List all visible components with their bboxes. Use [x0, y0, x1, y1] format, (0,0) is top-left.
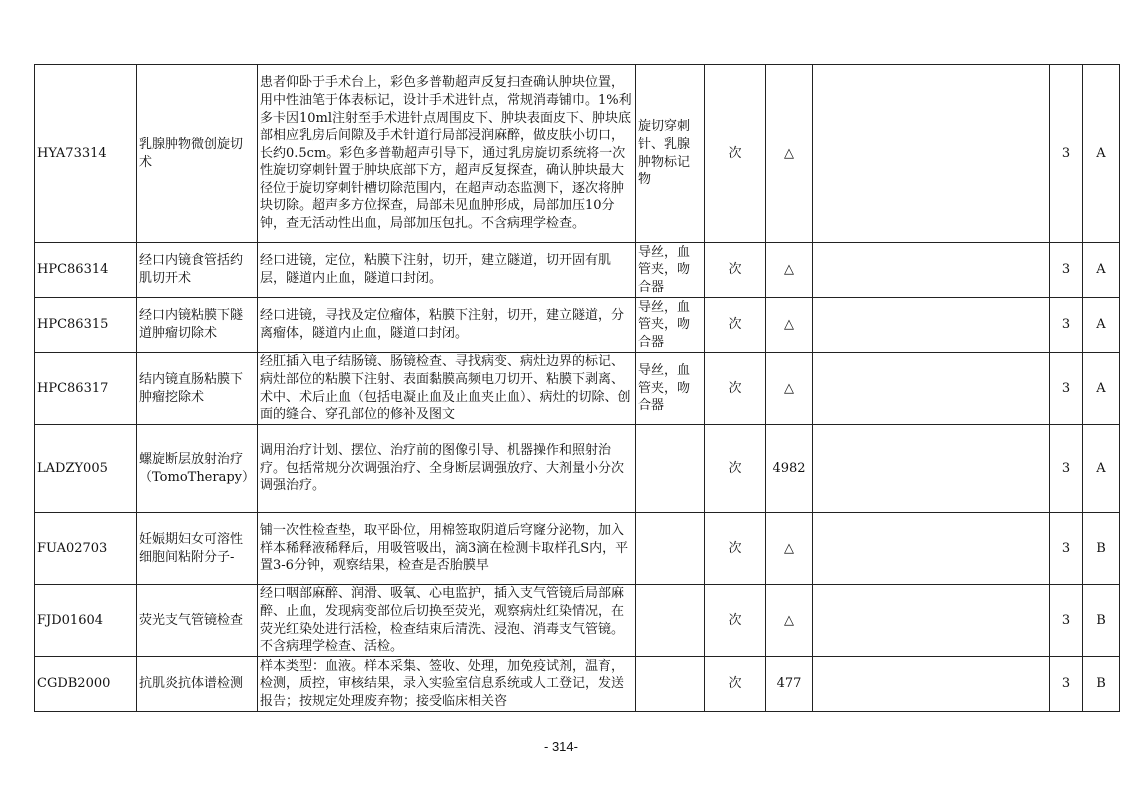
- item-unit: [705, 353, 766, 425]
- item-code: [35, 298, 137, 353]
- item-note: [813, 65, 1050, 243]
- item-code-text: HPC86317: [37, 380, 109, 396]
- item-class: [1083, 585, 1120, 657]
- item-materials: [636, 243, 705, 298]
- item-name-text: 妊娠期妇女可溶性细胞间粘附分子-: [139, 531, 244, 565]
- item-price: [766, 585, 813, 657]
- item-content-text: 样本类型：血液。样本采集、签收、处理，加免疫试剂，温育，检测，质控，审核结果，录入实验室信息系统或人工登记，发送报告；按规定处理废弃物；接受临床相关咨: [260, 658, 625, 709]
- item-level-text: 3: [1061, 317, 1071, 333]
- table-row: [35, 243, 1120, 298]
- item-code: [35, 425, 137, 513]
- item-code: [35, 353, 137, 425]
- item-name-text: 螺旋断层放射治疗（TomoTherapy）: [139, 451, 255, 485]
- item-class-text: B: [1096, 540, 1106, 556]
- item-price: [766, 657, 813, 712]
- item-note: [813, 353, 1050, 425]
- item-content-text: 经肛插入电子结肠镜、肠镜检查、寻找病变、病灶边界的标记、病灶部位的粘膜下注射、表面黏膜高频电刀切开、粘膜下剥离、术中、术后止血（包括电凝止血及止血夹止血）、病灶的切除、创面的缝合、穿孔部位的修补及图文: [260, 354, 631, 423]
- item-class-text: B: [1096, 612, 1106, 628]
- item-name-text: 抗肌炎抗体谱检测: [139, 676, 244, 692]
- item-unit: [705, 657, 766, 712]
- item-unit-text: 次: [728, 380, 742, 396]
- item-class: [1083, 425, 1120, 513]
- item-name: [137, 243, 258, 298]
- item-level: [1050, 298, 1083, 353]
- item-code-text: CGDB2000: [37, 676, 111, 692]
- item-unit-text: 次: [728, 317, 742, 333]
- item-unit-text: 次: [728, 676, 742, 692]
- item-level: [1050, 513, 1083, 585]
- item-name-text: 乳腺肿物微创旋切术: [139, 136, 244, 170]
- item-content-text: 经口进镜，定位，粘膜下注射，切开，建立隧道，切开固有肌层，隧道内止血，隧道口封闭。: [260, 253, 612, 286]
- item-content-text: 调用治疗计划、摆位、治疗前的图像引导、机器操作和照射治疗。包括常规分次调强治疗、全身断层调强放疗、大剂量小分次调强治疗。: [260, 443, 625, 494]
- item-class-text: B: [1096, 676, 1106, 692]
- item-unit: [705, 585, 766, 657]
- item-price: [766, 298, 813, 353]
- item-price-text: △: [784, 540, 794, 556]
- item-price-text: △: [784, 317, 794, 333]
- item-code-text: HPC86314: [37, 262, 109, 278]
- item-class-text: A: [1096, 380, 1106, 396]
- item-code: [35, 585, 137, 657]
- item-level: [1050, 65, 1083, 243]
- item-name: [137, 65, 258, 243]
- table-row: [35, 657, 1120, 712]
- item-code: [35, 657, 137, 712]
- item-level-text: 3: [1061, 380, 1071, 396]
- item-materials-text: 旋切穿刺针、乳腺肿物标记物: [638, 119, 691, 188]
- item-content-text: 经口咽部麻醉、润滑、吸氧、心电监护，插入支气管镜后局部麻醉、止血，发现病变部位后切换至荧光，观察病灶红染情况，在荧光红染处进行活检，检查结束后清洗、浸泡、消毒支气管镜。不含病理学检查、活检。: [260, 586, 625, 655]
- table-row: [35, 513, 1120, 585]
- item-class-text: A: [1096, 460, 1106, 476]
- item-materials: [636, 298, 705, 353]
- page-number: - 314-: [544, 739, 578, 754]
- table-row: [35, 65, 1120, 243]
- item-level: [1050, 585, 1083, 657]
- item-name: [137, 513, 258, 585]
- item-level: [1050, 657, 1083, 712]
- item-content-text: 患者仰卧于手术台上，彩色多普勒超声反复扫查确认肿块位置，用中性油笔于体表标记，设计手术进针点，常规消毒铺巾。1%利多卡因10ml注射至手术进针点周围皮下、肿块表面皮下、肿块底部相应乳房后间隙及手术针道行局部浸润麻醉，做皮肤小切口，长约0.5cm。彩色多普勒超声引导下，通过乳房旋切系统将一次性旋切穿刺针置于肿块底部下方，超声反复探查，确认肿块最大径位于旋切穿刺针槽切除范围内，在超声动态监测下，逐次将肿块切除。超声多方位探查，局部未见血肿形成，局部加压10分钟，查无活动性出血，局部加压包扎。不含病理学检查。: [260, 75, 632, 232]
- table-row: [35, 298, 1120, 353]
- item-price-text: △: [784, 612, 794, 628]
- item-level: [1050, 425, 1083, 513]
- item-note: [813, 425, 1050, 513]
- item-level-text: 3: [1061, 676, 1071, 692]
- item-materials: [636, 65, 705, 243]
- item-note: [813, 243, 1050, 298]
- item-level-text: 3: [1061, 460, 1071, 476]
- item-class-text: A: [1096, 317, 1106, 333]
- item-name: [137, 298, 258, 353]
- item-materials: [636, 585, 705, 657]
- item-price-text: 4982: [772, 460, 806, 476]
- item-level-text: 3: [1061, 540, 1071, 556]
- item-content: [258, 513, 636, 585]
- fee-schedule-table: [34, 64, 1120, 712]
- item-materials-text: 导丝，血管夹，吻合器: [638, 244, 691, 295]
- item-price: [766, 425, 813, 513]
- item-materials-text: 导丝，血管夹，吻合器: [638, 363, 691, 414]
- table-row: [35, 353, 1120, 425]
- item-class: [1083, 513, 1120, 585]
- item-unit: [705, 243, 766, 298]
- item-unit: [705, 425, 766, 513]
- item-code-text: HPC86315: [37, 317, 109, 333]
- item-unit-text: 次: [728, 540, 742, 556]
- item-class: [1083, 657, 1120, 712]
- item-unit-text: 次: [728, 612, 742, 628]
- item-class: [1083, 298, 1120, 353]
- item-materials: [636, 657, 705, 712]
- item-materials: [636, 353, 705, 425]
- item-content: [258, 657, 636, 712]
- item-content: [258, 243, 636, 298]
- item-content: [258, 65, 636, 243]
- item-level-text: 3: [1061, 145, 1071, 161]
- table-row: [35, 585, 1120, 657]
- item-price: [766, 513, 813, 585]
- item-code: [35, 65, 137, 243]
- item-level-text: 3: [1061, 612, 1071, 628]
- item-code: [35, 243, 137, 298]
- item-note: [813, 657, 1050, 712]
- item-level: [1050, 243, 1083, 298]
- item-note: [813, 585, 1050, 657]
- item-unit: [705, 65, 766, 243]
- item-unit: [705, 513, 766, 585]
- item-class: [1083, 243, 1120, 298]
- table-row: [35, 425, 1120, 513]
- item-materials-text: 导丝，血管夹，吻合器: [638, 299, 691, 350]
- item-content: [258, 585, 636, 657]
- item-materials: [636, 513, 705, 585]
- item-unit: [705, 298, 766, 353]
- item-name-text: 经口内镜食管括约肌切开术: [139, 253, 244, 286]
- item-price-text: △: [784, 262, 794, 278]
- item-name-text: 结内镜直肠粘膜下肿瘤挖除术: [139, 371, 244, 405]
- item-name: [137, 425, 258, 513]
- item-content: [258, 353, 636, 425]
- item-name: [137, 353, 258, 425]
- item-price: [766, 243, 813, 298]
- item-price-text: 477: [776, 676, 802, 692]
- item-materials: [636, 425, 705, 513]
- item-content: [258, 425, 636, 513]
- item-name-text: 荧光支气管镜检查: [139, 612, 244, 628]
- item-unit-text: 次: [728, 460, 742, 476]
- item-code-text: FUA02703: [37, 540, 108, 556]
- item-unit-text: 次: [728, 262, 742, 278]
- item-note: [813, 298, 1050, 353]
- item-content-text: 经口进镜，寻找及定位瘤体，粘膜下注射，切开，建立隧道，分离瘤体，隧道内止血，隧道口封闭。: [260, 308, 625, 341]
- item-code: [35, 513, 137, 585]
- item-name: [137, 585, 258, 657]
- item-price: [766, 353, 813, 425]
- item-level: [1050, 353, 1083, 425]
- item-price-text: △: [784, 145, 794, 161]
- item-class: [1083, 65, 1120, 243]
- item-content-text: 铺一次性检查垫，取平卧位，用棉签取阴道后穹窿分泌物，加入样本稀释液稀释后，用吸管吸出，滴3滴在检测卡取样孔S内，平置3-6分钟，观察结果，检查是否胎膜早: [260, 523, 629, 574]
- item-code-text: LADZY005: [37, 460, 108, 476]
- item-name-text: 经口内镜粘膜下隧道肿瘤切除术: [139, 308, 244, 341]
- item-class-text: A: [1096, 262, 1106, 278]
- item-name: [137, 657, 258, 712]
- item-code-text: HYA73314: [37, 145, 107, 161]
- item-level-text: 3: [1061, 262, 1071, 278]
- item-unit-text: 次: [728, 145, 742, 161]
- item-code-text: FJD01604: [37, 612, 104, 628]
- item-price: [766, 65, 813, 243]
- item-class: [1083, 353, 1120, 425]
- item-content: [258, 298, 636, 353]
- item-price-text: △: [784, 380, 794, 396]
- item-class-text: A: [1096, 145, 1106, 161]
- item-note: [813, 513, 1050, 585]
